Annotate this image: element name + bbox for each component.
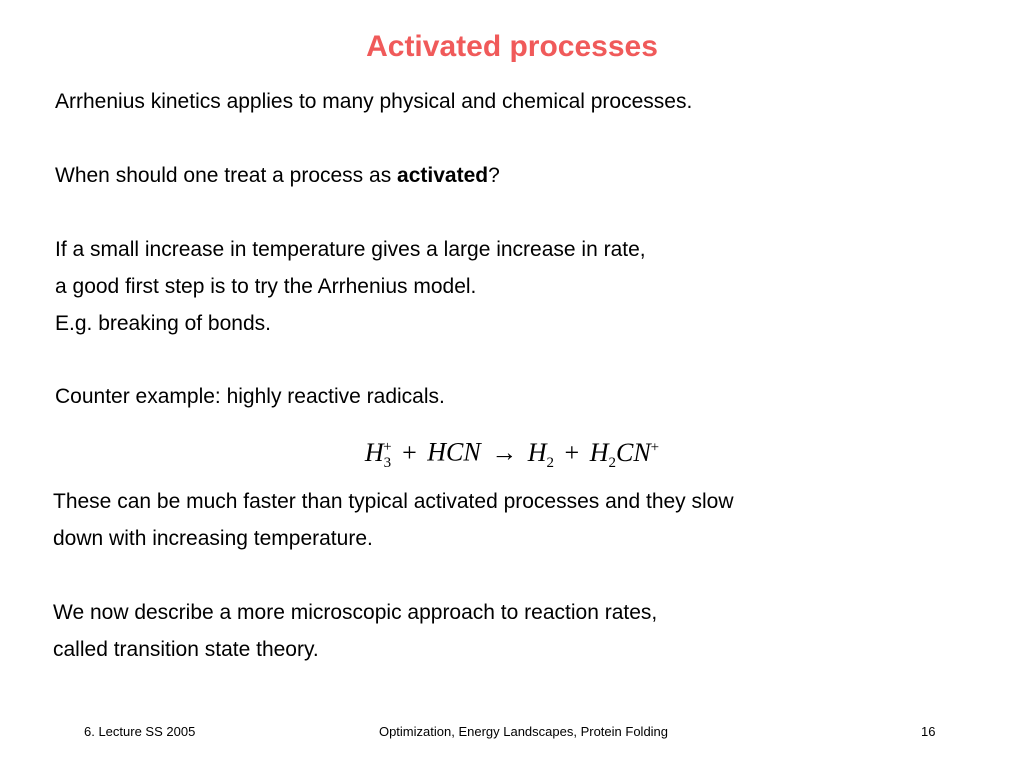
text-line-faster: These can be much faster than typical activated processes and they slow — [53, 490, 734, 513]
eq-h3-symbol: H — [364, 437, 384, 467]
reaction-equation — [0, 430, 1024, 480]
text-line-arrhenius: Arrhenius kinetics applies to many physical and chemical processes. — [55, 90, 693, 113]
eq-h3-charge: + — [383, 439, 392, 455]
slide-title: Activated processes — [366, 30, 658, 63]
question-bold-term: activated — [397, 164, 489, 187]
eq-h2-subscript: 2 — [546, 454, 555, 471]
eq-h3-subscript: 3 — [383, 454, 392, 471]
text-line-counter-example: Counter example: highly reactive radicals. — [55, 385, 445, 408]
eq-h2-symbol: H — [527, 437, 547, 467]
footer-course-title: Optimization, Energy Landscapes, Protein Folding — [378, 724, 669, 739]
eq-plus-operator: + — [402, 437, 417, 467]
eq-h2 — [527, 437, 555, 471]
question-prefix: When should one treat a process as — [55, 164, 398, 187]
eq-h2cn-subscript: 2 — [608, 454, 616, 471]
eq-h2cn-charge: + — [650, 439, 660, 455]
eq-reaction-arrow: → — [491, 437, 518, 467]
footer-lecture: 6. Lecture SS 2005 — [84, 724, 196, 739]
eq-plus-operator-2: + — [564, 437, 580, 467]
text-line-first-step: a good first step is to try the Arrhenius model. — [55, 275, 477, 298]
eq-h2cn — [589, 437, 660, 471]
text-line-microscopic: We now describe a more microscopic approach to reaction rates, — [53, 601, 658, 624]
question-suffix: ? — [488, 164, 500, 187]
text-line-tst: called transition state theory. — [53, 638, 319, 661]
eq-h3 — [364, 437, 392, 471]
text-line-example: E.g. breaking of bonds. — [55, 312, 271, 335]
eq-h2cn-h: H — [589, 437, 609, 467]
eq-h2cn-cn: CN — [615, 437, 651, 467]
eq-hcn: HCN — [427, 437, 481, 467]
text-line-question — [55, 162, 500, 190]
text-line-slow-down: down with increasing temperature. — [53, 527, 373, 550]
footer-page-number: 16 — [921, 724, 936, 739]
text-line-temperature: If a small increase in temperature gives a large increase in rate, — [55, 238, 646, 261]
